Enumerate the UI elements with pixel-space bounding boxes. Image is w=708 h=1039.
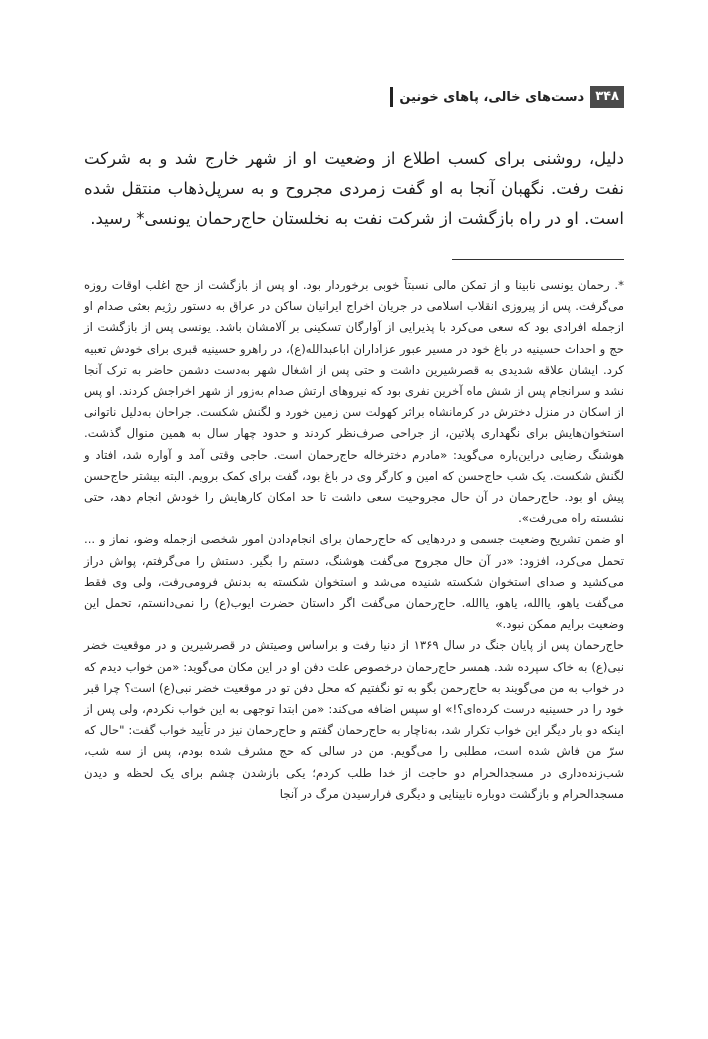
footnote-paragraph: *. رحمان یونسی نابینا و از تمکن مالی نسبتاً خوبی برخوردار بود. او پس از بازگشت از حج اغلب اوقات روزه می‌گرفت. پس از پیروزی انقلاب اسلامی در جریان اخراج ایرانیان ساکن در عراق به دستور رژیم بعثی صدام او ازجمله افرادی بود که سعی می‌کرد با پذیرایی از آوارگان تسکینی بر آلامشان باشد. یونسی پس از بازگشت از حج و احداث حسینیه در باغ خود در مسیر عبور عزاداران اباعبدالله(ع)، در راهرو حسینیه قبری برای خودش تعبیه کرد. ایشان علاقه شدیدی به قصرشیرین داشت و حتی پس از اشغال شهر به‌دست دشمن حاضر به ترک آنجا نشد و سرانجام پس از شش ماه آخرین نفری بود که نیروهای ارتش صدام به‌زور از شهر اخراجش کردند. او پس از اسکان در منزل دخترش در کرمانشاه براثر کهولت سن زمین خورد و لگنش شکست. جراحان به‌دلیل ناتوانی استخوان‌هایش برای نگهداری پلاتین، از جراحی صرف‌نظر کردند و حدود چهار سال به همین منوال گذشت. هوشنگ رضایی دراین‌باره می‌گوید: «مادرم دخترخاله حاج‌رحمان است. حاجی وقتی آمد و آواره شد، افتاد و لگنش شکست. یک شب حاج‌حسن که امین و کارگر وی در باغ بود، گفت برای کمک برویم. البته بیشتر حاج‌حسن پیش او بود. حاج‌رحمان در آن حال مجروحیت سعی داشت تا حد امکان کارهایش را خودش انجام دهد، حتی نشسته راه می‌رفت». xyxy=(84,278,624,526)
main-text-line: است. او در راه بازگشت از شرکت نفت به نخلستان حاج‌رحمان یونسی* رسید. xyxy=(90,209,624,228)
main-text-line: دلیل، روشنی برای کسب اطلاع از وضعیت او از شهر خارج شد و به شرکت xyxy=(84,149,624,168)
footnote-paragraph: او ضمن تشریح وضعیت جسمی و دردهایی که حاج‌رحمان برای انجام‌دادن امور شخصی ازجمله وضو، نماز و ... تحمل می‌کرد، افزود: «در آن حال مجروح می‌گفت هوشنگ، دستم را بگیر. دستش را می‌گرفتم، پواش دراز می‌کشید و صدای استخوان شکسته شنیده می‌شد و استخوان شکسته به بدنش فرومی‌رفت، ولی وی فقط می‌گفت یاهو، یاالله، یاهو، یاالله. حاج‌رحمان می‌گفت اگر داستان حضرت ایوب(ع) را نمی‌دانستم، تحمل این وضعیت برایم ممکن نبود.» xyxy=(84,532,624,632)
page-number: ۳۴۸ xyxy=(590,86,624,108)
footnote xyxy=(84,275,624,805)
running-header xyxy=(390,84,624,110)
main-text xyxy=(84,144,624,234)
footnote-paragraph: حاج‌رحمان پس از پایان جنگ در سال ۱۳۶۹ از دنیا رفت و براساس وصیتش در قصرشیرین و در موقعیت خضر نبی(ع) به خاک سپرده شد. همسر حاج‌رحمان درخصوص علت دفن او در این مکان می‌گوید: «من خواب دیدم که در خواب به من می‌گویند به حاج‌رحمن بگو به تو نگفتیم که محل دفن تو در موقعیت خضر نبی(ع) است؟ چرا قبر خود را در حسینیه درست کرده‌ای؟!» او سپس اضافه می‌کند: «من ابتدا توجهی به این خواب نکردم، ولی پس از اینکه دو بار دیگر این خواب تکرار شد، به‌ناچار به حاج‌رحمان گفتم و حاج‌رحمان نیز در تأیید خواب گفت: "حال که سرّ من فاش شده است، مطلبی را می‌گویم. من در سالی که حج مشرف شده بودم، پس از سه شب، شب‌زنده‌داری در مسجدالحرام دو حاجت از خدا طلب کردم؛ یکی بازشدن چشم برای یک لحظه و دیدن مسجدالحرام و بازگشت دوباره نابینایی و دیگری فرارسیدن مرگ در آنجا xyxy=(84,638,624,801)
book-title: دست‌های خالی، پاهای خونین xyxy=(399,89,585,105)
header-divider-bar xyxy=(390,87,393,107)
main-text-line: نفت رفت. نگهبان آنجا به او گفت زمردی مجروح و به سرپل‌ذهاب منتقل شده xyxy=(84,179,624,198)
footnote-separator xyxy=(452,259,624,260)
